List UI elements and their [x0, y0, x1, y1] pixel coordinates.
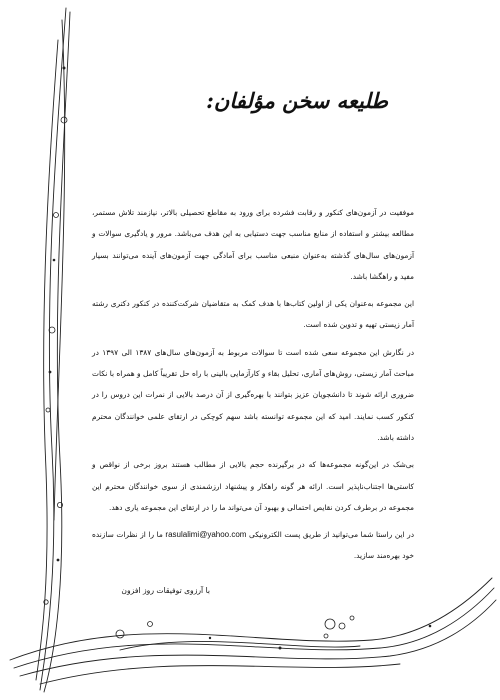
- preface-body: [92, 202, 414, 573]
- page-title: طلیعه سخن مؤلفان:: [206, 88, 388, 113]
- closing-wish: با آرزوی توفیقات روز افزون: [121, 586, 210, 595]
- paragraph-3: در نگارش این مجموعه سعی شده است تا سوالات مربوط به آزمون‌های سال‌های ۱۳۸۷ الی ۱۳۹۷ در مباحث آمار زیستی، روش‌های آماری، تحلیل بقاء و کارآزمایی بالینی با راه حل تقریباً کامل و همراه با نکات ضروری ارائه شوند تا دانشجویان عزیز بتوانند با بهره‌گیری از آن درصد بالایی از نمرات این دروس را در کنکور کسب نمایند. امید که این مجموعه توانسته باشد سهم کوچکی در ارتقای علمی خوانندگان محترم داشته باشد.: [92, 347, 414, 442]
- paragraph-5: [92, 524, 414, 567]
- contact-email: rasulalimi@yahoo.com: [165, 530, 247, 540]
- paragraph-4: بی‌شک در این‌گونه مجموعه‌ها که در برگیرنده حجم بالایی از مطالب هستند بروز برخی از نواقص و کاستی‌ها اجتناب‌ناپذیر است. ارائه هر گونه راهکار و پیشنهاد ارزشمندی از سوی خوانندگان محترم این مجموعه در برطرف کردن نقایص احتمالی و بهبود آن می‌تواند ما را در ارتقای این مجموعه یاری دهد.: [92, 460, 414, 512]
- paragraph-5-tail: ما را از نظرات سازنده خود بهره‌مند سازید.: [92, 530, 414, 561]
- paragraph-2: این مجموعه به‌عنوان یکی از اولین کتاب‌ها با هدف کمک به متقاضیان شرکت‌کننده در کنکور دکتری رشته آمار زیستی تهیه و تدوین شده است.: [92, 299, 414, 330]
- paragraph-5-lead: در این راستا شما می‌توانید از طریق پست الکترونیکی: [249, 530, 415, 540]
- paragraph-1: موفقیت در آزمون‌های کنکور و رقابت فشرده برای ورود به مقاطع تحصیلی بالاتر، نیازمند تلاش مستمر، مطالعه بیشتر و استفاده از منابع مناسب جهت دستیابی به این هدف می‌باشد. مرور و یادگیری سوالات و آزمون‌های سال‌های گذشته به‌عنوان منبعی مناسب برای آمادگی جهت آزمون‌های آینده می‌توانند بسیار مفید و راهگشا باشد.: [92, 208, 414, 281]
